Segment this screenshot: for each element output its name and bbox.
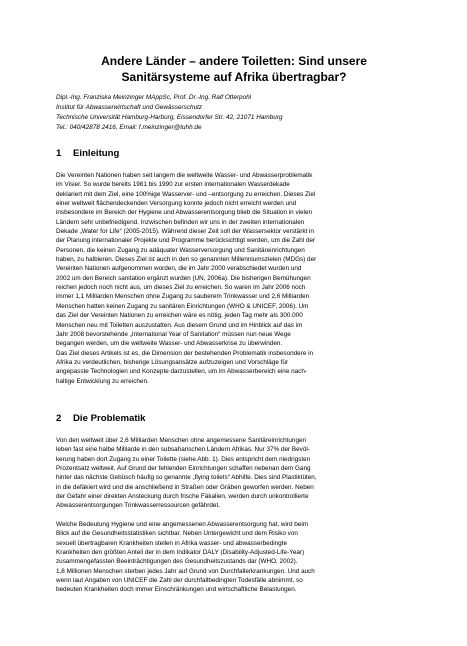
text-line: Menschen hatten keinen Zugang zu sanitären Einrichtungen (WHO & UNICEF, 2006). Um bbox=[56, 302, 309, 310]
text-line: Afrika zu verdeutlichen, bisherige Lösungsansätze aufzuzeigen und Vorschläge für bbox=[56, 358, 289, 366]
text-line: Jahr 2008 bevorstehende „International Year of Sanitation“ müssen nun neue Wege bbox=[56, 330, 291, 338]
text-line: Die Vereinten Nationen haben seit langem die weltweite Wasser- und Abwasserproblematik bbox=[56, 172, 313, 179]
author-names: Dipl.-Ing. Franziska Meinzinger MAppSc, Prof. Dr.-Ing. Ralf Otterpohl bbox=[56, 94, 252, 101]
text-line: leben fast eine halbe Milliarde in den subsaharischen Ländern Afrikas. Nur 37% der Bevöl- bbox=[56, 446, 310, 454]
section-title: Die Problematik bbox=[73, 413, 146, 424]
text-line: Das Ziel dieses Artikels ist es, die Dimension der bestehenden Problematik insbesondere in bbox=[56, 349, 314, 357]
text-line: bedeuten Krankheiten doch immer Einschränkungen und wirtschaftliche Belastungen. bbox=[56, 586, 297, 594]
text-line: deklariert mit dem Ziel, eine 100%ige Wasserver- und –entsorgung zu erreichen. Dieses Ziel bbox=[56, 190, 316, 198]
text-line: Blick auf die Gesundheitsstatistiken sichtbar. Neben Untergewicht und dem Risiko von bbox=[56, 530, 298, 538]
section-heading-einleitung bbox=[56, 148, 119, 160]
text-line: begangen werden, um die weltweite Wasser- und Abwasserkrise zu überwinden. bbox=[56, 340, 283, 348]
text-line: 1,8 Millionen Menschen sterben jedes Jahr auf Grund von Durchfallerkrankungen. Und auch bbox=[56, 567, 315, 575]
section-title: Einleitung bbox=[73, 148, 120, 159]
title-line: Andere Länder – andere Toiletten: Sind unsere bbox=[101, 54, 367, 68]
section-number: 2 bbox=[56, 413, 62, 424]
text-line: haben, zu halbieren. Dieses Ziel ist auch in den so genannten Millenniumszielen (MDGs) der bbox=[56, 256, 317, 264]
author-address: Technische Universität Hamburg-Harburg, Eissendorfer Str. 42, 21071 Hamburg bbox=[56, 114, 283, 121]
text-line: der Planung internationaler Projekte und Programme berücksichtigt werden, um die Zahl der bbox=[56, 237, 316, 245]
author-block bbox=[56, 93, 416, 133]
text-line: das Ziel der Vereinten Nationen zu erreichen wäre es nötig, jeden Tag mehr als 300.000 bbox=[56, 312, 303, 320]
section-heading-problematik bbox=[56, 413, 146, 425]
text-line: Dekade „Water for Life“ (2005-2015). Während dieser Zeit soll der Wassersektor verstärkt in bbox=[56, 228, 314, 236]
text-line: hinter das nächste Gebüsch häufig so genannte „flying toilets“ Abhilfe. Dies sind Plastiktüten, bbox=[56, 474, 317, 482]
text-line: Prozentsatz weltweit. Auf Grund der fehlenden Einrichtungen schaffen nebenan dem Gang bbox=[56, 465, 311, 473]
section-number: 1 bbox=[56, 148, 62, 159]
title-line: Sanitärsysteme auf Afrika übertragbar? bbox=[121, 70, 347, 84]
text-line: Menschen neu mit Toiletten auszustatten. Aus diesem Grund und im Hinblick auf das im bbox=[56, 321, 303, 329]
paper-title bbox=[56, 53, 412, 85]
text-line: sexuell übertragbaren Krankheiten stellen in Afrika wasser- und abwasserbedingte bbox=[56, 539, 287, 547]
text-line: Welche Bedeutung Hygiene und eine angemessenen Abwasserentsorgung hat, wird beim bbox=[56, 521, 309, 528]
text-line: Von den weltweit über 2,6 Milliarden Menschen ohne angemessene Sanitäreinrichtungen bbox=[56, 437, 307, 444]
paragraph-problematik-1 bbox=[56, 436, 416, 511]
text-line: 2002 um den Bereich sanitation ergänzt wurden (UN, 2006a). Die bisherigen Bemühungen bbox=[56, 274, 311, 282]
text-line: immer 1,1 Milliarden Menschen ohne Zugang zu sauberem Trinkwasser und 2,6 Milliarden bbox=[56, 293, 310, 301]
text-line: einer weltweit flächendeckenden Versorgung konnte jedoch nicht erreicht werden und bbox=[56, 200, 297, 208]
text-line: in die defäkiert wird und die anschließend in Straßen oder Gräben geworfen werden. Neben bbox=[56, 483, 314, 491]
text-line: im Visier. So wurde bereits 1981 bis 1990 zur ersten internationalen Wasserdekade bbox=[56, 181, 290, 189]
paragraph-einleitung bbox=[56, 171, 416, 386]
text-line: kerung haben dort Zugang zu einer Toilette (siehe Abb. 1). Dies entspricht dem niedrigsten bbox=[56, 455, 311, 463]
text-line: zusammengefassten Beeinträchtigungen des Gesundheitszustands dar (WHO, 2002). bbox=[56, 558, 298, 566]
text-line: Ländern sehr unbefriedigend. Inzwischen befinden wir uns in der zweiten internationalen bbox=[56, 218, 305, 226]
paragraph-problematik-2 bbox=[56, 520, 416, 595]
author-contact: Tel.: 040/42878 2416, Email: f.meinzinger@tuhh.de bbox=[56, 124, 202, 131]
text-line: Vereinten Nationen aufgenommen worden, die im Jahr 2000 verabschiedet wurden und bbox=[56, 265, 302, 273]
text-line: Abwasserentsorgungen Trinkwasserressourcen gefährdet. bbox=[56, 502, 220, 510]
text-line: der Gefahr einer direkten Ansteckung durch frische Fäkalien, werden durch unkontrollierte bbox=[56, 493, 309, 501]
text-line: Personen, die keinen Zugang zu adäquater Wasserversorgung und Sanitäreinrichtungen bbox=[56, 246, 305, 254]
author-institute: Institut für Abwasserwirtschaft und Gewässerschutz bbox=[56, 104, 203, 111]
text-line: haltige Entwicklung zu erreichen. bbox=[56, 377, 149, 385]
text-line: reichen jedoch noch nicht aus, um dieses Ziel zu erreichen. So waren im Jahr 2006 noch bbox=[56, 284, 306, 292]
text-line: insbesondere im Bereich der Hygiene und Abwasserentsorgung blieb die Situation in vielen bbox=[56, 209, 313, 217]
text-line: angepasste Technologien und Konzepte darzustellen, um im Abwasserbereich eine nach- bbox=[56, 368, 307, 376]
text-line: wenn laut Angaben von UNICEF die Zahl der durchfallbedingten Todesfälle abnimmt, so bbox=[56, 577, 303, 585]
text-line: Krankheiten den größten Anteil der in dem Indikator DALY (Disability-Adjusted-Life-Year) bbox=[56, 549, 305, 557]
